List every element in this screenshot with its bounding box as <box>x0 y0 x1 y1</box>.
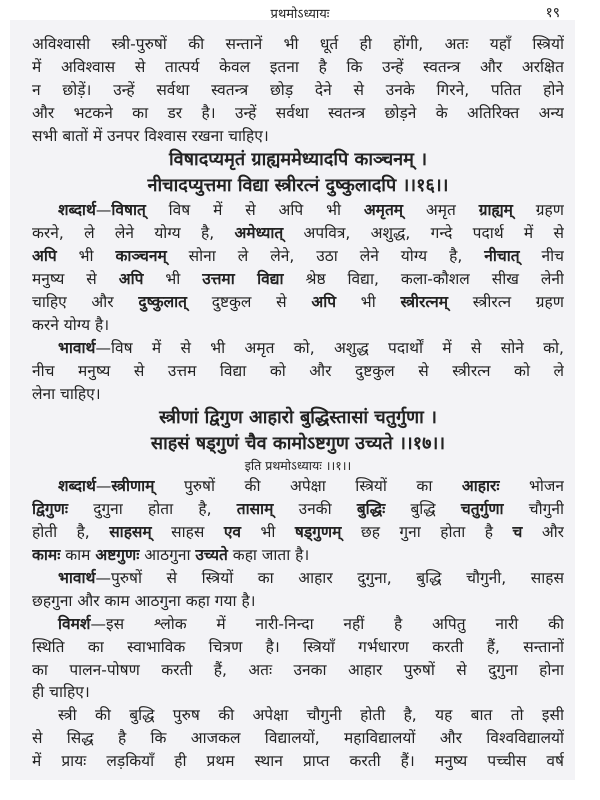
text-span: पुरुषों की अपेक्षा स्त्रियों का <box>154 477 462 496</box>
bold-term: ग्राह्यम् <box>478 201 513 220</box>
text-span: कहा जाता है। <box>227 546 310 565</box>
text-span: भोजन <box>499 477 564 496</box>
bold-term: उच्यते <box>195 546 228 565</box>
text-span: — <box>95 201 112 220</box>
text-line <box>32 56 564 79</box>
text-line <box>32 268 564 291</box>
bold-term: विमर्श <box>58 614 91 633</box>
bold-term: विषात् <box>111 201 146 220</box>
bold-term: षड्गुणम् <box>294 523 342 542</box>
text-span: श्रेष्ठ विद्या, कला-कौशल सीख लेनी <box>283 270 564 289</box>
text-span: —इस श्लोक में नारी-निन्दा नहीं है अपितु नारी की <box>90 614 564 633</box>
text-line <box>32 704 564 727</box>
bold-term: द्विगुणः <box>32 500 68 519</box>
bold-term: तासाम् <box>236 500 274 519</box>
bold-term: अष्टगुणः <box>95 546 140 565</box>
text-line <box>32 383 564 406</box>
text-span: का पालन-पोषण करती हैं, अतः उनका आहार पुरुषों से दुगुना होना <box>32 660 564 679</box>
text-span: भी <box>336 293 401 312</box>
text-line <box>32 498 564 521</box>
text-span: —विष में से भी अमृत को, अशुद्ध पदार्थों में से सोने को, <box>95 338 564 357</box>
bold-term: उत्तमा विद्या <box>202 270 284 289</box>
text-line <box>32 590 564 613</box>
page-body <box>32 33 564 773</box>
text-span: काम <box>60 546 96 565</box>
text-span: होती है, <box>32 523 110 542</box>
text-span: दुष्टकुल से <box>187 293 312 312</box>
text-span: स्थिति का स्वाभाविक चित्रण है। स्त्रियाँ गर्भधारण करती हैं, सन्तानों <box>32 637 564 656</box>
bold-term: चतुर्गुणा <box>460 500 504 519</box>
text-span: नीच मनुष्य से उत्तम विद्या को और दुष्टकुल से स्त्रीरत्न को ले <box>32 361 564 380</box>
text-line <box>32 199 564 222</box>
text-line <box>32 727 564 750</box>
bold-term: आहारः <box>461 477 500 496</box>
bold-term: बुद्धिः <box>356 500 386 519</box>
text-line <box>32 750 564 773</box>
text-span: भी <box>143 270 203 289</box>
text-span: मनुष्य से <box>32 270 119 289</box>
text-span: करने योग्य है। <box>32 315 110 334</box>
bold-term: दुष्कुलात् <box>138 293 187 312</box>
text-span: —पुरुषों से स्त्रियों का आहार दुगुना, बुद्धि चौगुनी, साहस <box>95 569 564 588</box>
shloka-line: स्त्रीणां द्विगुण आहारो बुद्धिस्तासां चतुर्गुणा । <box>159 407 437 429</box>
bold-term: साहसम् <box>109 523 152 542</box>
text-span: उनकी <box>273 500 357 519</box>
bold-term: अपि <box>32 247 57 266</box>
text-span: न छोड़ें। उन्हें सर्वथा स्वतन्त्र छोड़ देने से उनके गिरने, पतित होने <box>32 80 564 99</box>
text-span: बुद्धि <box>385 500 461 519</box>
text-line <box>32 544 564 567</box>
text-span: ग्रहण <box>512 201 564 220</box>
text-span: और भटकने का डर है। उन्हें सर्वथा स्वतन्त्र छोड़ने के अतिरिक्त अन्य <box>32 103 564 122</box>
text-span: भी <box>56 247 116 266</box>
text-line <box>32 314 564 337</box>
text-span: छह गुना होता है <box>341 523 513 542</box>
text-line <box>32 245 564 268</box>
text-span: अमृत <box>403 201 479 220</box>
text-span: से सिद्ध है कि आजकल विद्यालयों, महाविद्यालयों और विश्वविद्यालयों <box>32 729 564 748</box>
text-span: स्त्रीरत्न ग्रहण <box>448 293 564 312</box>
text-span: दुगुना होता है, <box>68 500 237 519</box>
text-span: विष में से अपि भी <box>145 201 364 220</box>
bold-term: स्त्रीरत्नम् <box>400 293 449 312</box>
bold-term: काञ्चनम् <box>115 247 167 266</box>
text-line <box>32 79 564 102</box>
text-span: स्त्री की बुद्धि पुरुष की अपेक्षा चौगुनी होती है, यह बात तो इसी <box>58 706 564 725</box>
text-span: ही चाहिए। <box>32 683 90 702</box>
text-line <box>32 613 564 636</box>
text-line <box>32 102 564 125</box>
text-span: — <box>95 477 112 496</box>
page-number: १९ <box>545 5 560 21</box>
text-span: नीच <box>519 247 564 266</box>
chapter-title: प्रथमोऽध्यायः <box>270 7 330 22</box>
text-span: आठगुना <box>139 546 196 565</box>
bold-term: अमृतम् <box>363 201 404 220</box>
bold-term: शब्दार्थ <box>58 201 96 220</box>
bold-term: कामः <box>32 546 61 565</box>
bold-term: भावार्थ <box>58 569 96 588</box>
text-span: भी <box>241 523 295 542</box>
text-span: और <box>522 523 564 542</box>
bold-term: च <box>512 523 523 542</box>
text-span: चाहिए और <box>32 293 139 312</box>
text-span: में प्रायः लड़कियाँ ही प्रथम स्थान प्राप्त करती हैं। मनुष्य पच्चीस वर्ष <box>32 752 564 771</box>
text-line <box>32 475 564 498</box>
text-span: छहगुना और काम आठगुना कहा गया है। <box>32 591 256 610</box>
bold-term: एव <box>223 523 242 542</box>
bold-term: अमेध्यात् <box>234 224 284 243</box>
text-line <box>32 291 564 314</box>
text-span: करने, ले लेने योग्य है, <box>32 224 235 243</box>
text-line <box>32 681 564 704</box>
text-line <box>32 659 564 682</box>
text-line <box>32 33 564 56</box>
shloka-line: विषादप्यमृतं ग्राह्यममेध्यादपि काञ्चनम् । <box>168 149 428 171</box>
shloka-line: साहसं षड्गुणं चैव कामोऽष्टगुण उच्यते ।।१७।। <box>150 433 446 455</box>
shloka-line: नीचादप्युत्तमा विद्या स्त्रीरत्नं दुष्कुलादपि ।।१६।। <box>147 175 449 197</box>
text-span: साहस <box>151 523 224 542</box>
text-span: अपवित्र, अशुद्ध, गन्दे पदार्थ में से <box>283 224 564 243</box>
bold-term: स्त्रीणाम् <box>111 477 155 496</box>
text-span: सभी बातों में उनपर विश्वास रखना चाहिए। <box>32 126 269 145</box>
text-span: अविश्वासी स्त्री-पुरुषों की सन्तानें भी धूर्त ही होंगी, अतः यहाँ स्त्रियों <box>32 35 564 53</box>
text-line <box>32 222 564 245</box>
text-span: चौगुनी <box>503 500 564 519</box>
text-span: सोना ले लेने, उठा लेने योग्य है, <box>166 247 485 266</box>
text-line <box>32 521 564 544</box>
text-line <box>32 125 564 148</box>
text-span: में अविश्वास से तात्पर्य केवल इतना है कि उन्हें स्वतन्त्र और अरक्षित <box>32 57 564 76</box>
running-header <box>0 2 600 24</box>
text-line <box>32 636 564 659</box>
chapter-end-note: इति प्रथमोऽध्यायः ।।१।। <box>244 458 352 474</box>
text-span: लेना चाहिए। <box>32 384 101 403</box>
bold-term: अपि <box>311 293 337 312</box>
bold-term: भावार्थ <box>58 338 96 357</box>
bold-term: नीचात् <box>484 247 520 266</box>
text-line <box>32 567 564 590</box>
text-line <box>32 337 564 360</box>
bold-term: अपि <box>118 270 144 289</box>
bold-term: शब्दार्थ <box>58 477 96 496</box>
text-line <box>32 360 564 383</box>
